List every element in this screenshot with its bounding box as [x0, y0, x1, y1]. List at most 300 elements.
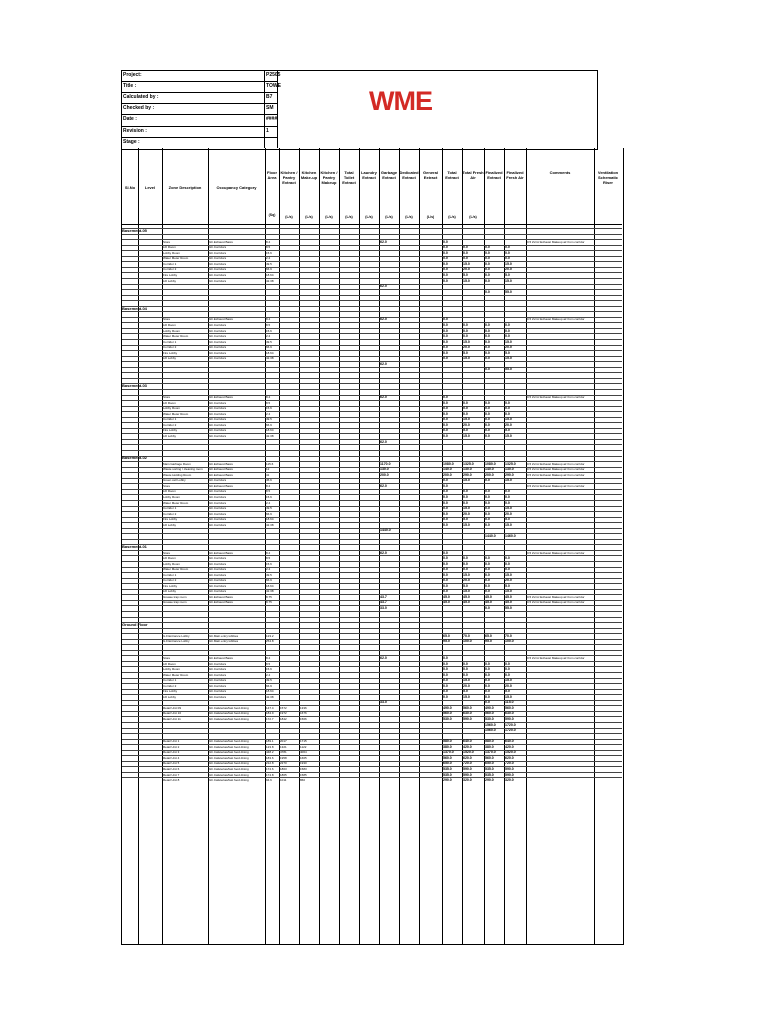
cell-total_fresh: 640.0 — [463, 739, 472, 744]
cell-zone: Fire Lobby — [163, 689, 178, 694]
cell-total_fresh: 100.0 — [463, 639, 472, 644]
cell-final_fresh: 15.0 — [505, 261, 512, 266]
cell-final_fresh: 0.0 — [505, 411, 510, 416]
cell-garbage: 62.0 — [380, 317, 387, 322]
cell-occupancy: Gh.Corridors — [209, 667, 227, 672]
cell-zone: Water Meter Room — [163, 672, 189, 677]
cell-final_fresh: 290.0 — [505, 472, 514, 477]
cell-floor_area: 66.9 — [266, 683, 272, 688]
cell-final_fresh: 590.0 — [505, 766, 514, 771]
cell-zone: Fire Lobby — [163, 428, 178, 433]
cell-total_fresh: 590.0 — [463, 717, 472, 721]
cell-total_fresh: 1520.0 — [463, 750, 474, 755]
cell-total_extract: 0.0 — [443, 478, 448, 483]
row-rule — [122, 311, 622, 312]
cell-zone: Water Meter Room — [163, 334, 189, 339]
cell-final_fresh: 15.0 — [505, 278, 512, 283]
cell-zone: Lift Lobby — [163, 278, 177, 283]
cell-total_fresh: 0.0 — [463, 245, 468, 250]
cell-kitchen_makeup: 1930 — [300, 761, 307, 766]
cell-comments: 0.5 l/s/m² Exhaust Makeup air from corridor — [527, 483, 585, 488]
cell-occupancy: Gh.Corridors — [209, 433, 227, 438]
cell-final_fresh: 20.0 — [505, 578, 512, 583]
cell-total_extract: 580.0 — [443, 739, 452, 744]
cell-final_extract: 0.0 — [485, 567, 490, 572]
cell-zone: Fire Lobby — [163, 350, 178, 355]
cell-occupancy: Gh.Corridors — [209, 267, 227, 272]
cell-floor_area: 18.64 — [266, 583, 274, 588]
row-rule — [122, 367, 622, 368]
cell-final_extract: 0.0 — [485, 273, 490, 277]
cell-final_extract: 0.0 — [485, 256, 490, 261]
row-rule — [122, 361, 622, 362]
cell-final_fresh: 0.0 — [505, 667, 510, 672]
cell-zone: Waste Holding Room — [163, 472, 192, 477]
cell-floor_area: 41 — [266, 472, 270, 477]
header-label: Title : — [123, 83, 137, 90]
cell-floor_area: 49.5 — [266, 678, 272, 683]
cell-total_fresh: 0.0 — [463, 322, 468, 327]
cell-occupancy: Gh.Corridors — [209, 567, 227, 572]
cell-occupancy: Gh.Exhaust Basis — [209, 655, 233, 660]
cell-total_fresh: 0.0 — [463, 556, 468, 561]
header-rule — [121, 126, 278, 127]
cell-zone: Lift Room — [163, 489, 176, 494]
cell-total_extract: 0.0 — [443, 250, 448, 255]
column-header: Occupancy Category — [216, 185, 257, 190]
cell-floor_area: 42.38 — [266, 694, 274, 699]
cell-garbage: 33.0 — [380, 606, 387, 610]
cell-total_extract: 140.0 — [443, 467, 452, 472]
cell-total_fresh: 20.0 — [463, 267, 470, 272]
cell-floor_area: 15.6 — [266, 495, 272, 499]
cell-final_extract: 0.0 — [485, 500, 490, 505]
row-rule — [122, 383, 622, 384]
cell-total_fresh: 5.0 — [463, 583, 468, 588]
cell-final_extract: 0.0 — [485, 400, 490, 405]
row-rule — [122, 234, 622, 235]
cell-zone: G.F.Entrance Lobby — [163, 639, 190, 644]
cell-final_extract: 0.0 — [485, 289, 490, 294]
cell-final_extract: 65.0 — [485, 633, 492, 638]
cell-floor_area: 212.8 — [266, 761, 274, 766]
cell-final_extract: 380.0 — [485, 744, 494, 749]
cell-garbage: 1440.0 — [380, 528, 391, 533]
section-title: Basement-01 — [122, 544, 147, 550]
cell-floor_area: 66.9 — [266, 422, 272, 427]
cell-floor_area: 15.6 — [266, 667, 272, 672]
cell-total_extract: 535.0 — [443, 772, 452, 777]
cell-total_extract: 0.0 — [443, 550, 448, 555]
cell-final_fresh: 0.0 — [505, 556, 510, 561]
cell-total_extract: 0.0 — [443, 672, 448, 677]
cell-final_fresh: 20.0 — [505, 511, 512, 516]
cell-occupancy: Gh.Corridors — [209, 328, 227, 333]
cell-floor_area: 2.4 — [266, 567, 271, 572]
cell-garbage: 62.0 — [380, 483, 387, 488]
cell-final_fresh: 1460.0 — [505, 533, 516, 538]
cell-final_fresh: 70.0 — [505, 633, 512, 638]
cell-final_extract: 140.0 — [485, 467, 494, 472]
cell-occupancy: Gh.Corridors — [209, 489, 227, 494]
cell-total_fresh: 5.0 — [463, 689, 468, 694]
cell-total_extract: 0.0 — [443, 561, 448, 566]
cell-total_extract: 0.0 — [443, 317, 448, 322]
cell-floor_area: 15.6 — [266, 406, 272, 411]
cell-occupancy: Gh.Exhaust Basis — [209, 239, 233, 244]
cell-final_fresh: 15.0 — [505, 356, 512, 361]
cell-zone: Lift Lobby — [163, 522, 177, 527]
cell-zone: Retail Unit 8 — [163, 778, 180, 783]
cell-floor_area: 49.5 — [266, 417, 272, 422]
cell-floor_area: 123.2 — [266, 633, 274, 638]
cell-final_fresh: 5.0 — [505, 689, 510, 694]
cell-final_fresh: 115.0 — [505, 700, 514, 705]
cell-final_extract: 0.0 — [485, 322, 490, 327]
cell-final_extract: 0.0 — [485, 433, 490, 438]
cell-final_extract: 0.0 — [485, 700, 490, 705]
row-rule — [122, 450, 622, 451]
cell-final_extract: 580.0 — [485, 739, 494, 744]
cell-final_extract: 0.0 — [485, 328, 490, 333]
cell-kitchen_makeup: 1336 — [300, 705, 307, 710]
section-title: Basement-02 — [122, 455, 147, 461]
cell-total_extract: 0.0 — [443, 267, 448, 272]
cell-final_extract: 530.0 — [485, 717, 494, 721]
cell-total_fresh: 0.0 — [463, 672, 468, 677]
row-rule — [122, 644, 622, 645]
cell-total_fresh: 20.0 — [463, 345, 470, 350]
cell-floor_area: 42.38 — [266, 278, 274, 283]
cell-zone: Lift Lobby — [163, 356, 177, 361]
row-rule — [122, 528, 622, 529]
cell-final_fresh: 5.0 — [505, 350, 510, 355]
cell-final_fresh: 0.0 — [505, 406, 510, 411]
cell-floor_area: 8.4 — [266, 239, 271, 244]
cell-final_fresh: 0.0 — [505, 672, 510, 677]
cell-total_extract: 0.0 — [443, 428, 448, 433]
cell-final_fresh: 0.0 — [505, 500, 510, 505]
cell-kitchen_pantry: 1011 — [280, 778, 287, 783]
header-label: Calculated by : — [123, 94, 159, 101]
cell-final_fresh: 0.0 — [505, 256, 510, 261]
cell-zone: Corridor 2 — [163, 267, 177, 272]
column-header: Ventilation Schematic Riser — [597, 170, 619, 185]
cell-total_extract: 0.0 — [443, 655, 448, 660]
cell-floor_area: 49.5 — [266, 261, 272, 266]
column-header: Level — [144, 185, 156, 190]
cell-total_extract: 560.0 — [443, 711, 452, 716]
flow-unit: (L/s) — [365, 215, 373, 219]
cell-total_extract: 0.0 — [443, 500, 448, 505]
cell-final_extract: 45.0 — [485, 600, 492, 605]
cell-total_extract: 0.0 — [443, 495, 448, 499]
flow-unit: (L/s) — [426, 215, 435, 219]
cell-occupancy: Gh.Corridors — [209, 256, 227, 261]
cell-final_fresh: 15.0 — [505, 417, 512, 422]
cell-final_extract: 560.0 — [485, 711, 494, 716]
cell-kitchen_pantry: 1972 — [280, 711, 287, 716]
cell-occupancy: Gh.Exhaust Basis — [209, 461, 233, 466]
cell-floor_area: 172.7 — [266, 717, 274, 721]
cell-final_fresh: 45.0 — [505, 594, 512, 599]
cell-total_fresh: 15.0 — [463, 678, 470, 683]
cell-total_fresh: 15.0 — [463, 278, 470, 283]
cell-kitchen_makeup: 1583 — [300, 766, 307, 771]
cell-occupancy: Gh.Cafeterias/fast food dining — [209, 755, 249, 760]
cell-floor_area: 8.5 — [266, 489, 271, 494]
cell-total_fresh: 0.0 — [463, 250, 468, 255]
cell-zone: Store — [163, 550, 171, 555]
cell-total_fresh: 590.0 — [463, 772, 472, 777]
cell-total_fresh: 0.0 — [463, 256, 468, 261]
cell-final_fresh: 0.0 — [505, 328, 510, 333]
cell-total_fresh: 15.0 — [463, 572, 470, 577]
cell-zone: Lobby Room — [163, 328, 181, 333]
cell-total_fresh: 5.0 — [463, 428, 468, 433]
cell-occupancy: Gh.Corridors — [209, 495, 227, 499]
cell-final_extract: 0.0 — [485, 428, 490, 433]
cell-zone: Store — [163, 317, 171, 322]
cell-floor_area: 15.6 — [266, 561, 272, 566]
cell-final_extract: 0.0 — [485, 356, 490, 361]
cell-floor_area: 94.6 — [266, 778, 272, 783]
cell-zone: Fire Lobby — [163, 273, 178, 277]
cell-occupancy: Gh.Corridors — [209, 500, 227, 505]
cell-final_extract: 0.0 — [485, 556, 490, 561]
cell-zone: Retail Unit 09 — [163, 705, 182, 710]
cell-total_extract: 1370.0 — [443, 750, 454, 755]
header-value: SM — [266, 105, 274, 112]
cell-occupancy: Gh.Corridors — [209, 478, 227, 483]
cell-occupancy: Gh.Corridors — [209, 678, 227, 683]
cell-kitchen_pantry: 4781 — [280, 750, 287, 755]
cell-total_fresh: 420.0 — [463, 744, 472, 749]
cell-occupancy: Gh.Corridors — [209, 556, 227, 561]
cell-final_extract: 0.0 — [485, 411, 490, 416]
flow-unit: (L/s) — [405, 215, 413, 219]
cell-final_fresh: 720.0 — [505, 761, 514, 766]
cell-zone: Grease trap room — [163, 600, 187, 605]
cell-total_extract: 0.0 — [443, 483, 448, 488]
cell-kitchen_makeup: 1122 — [300, 744, 307, 749]
cell-final_extract: 0.0 — [485, 606, 490, 610]
row-rule — [122, 300, 622, 301]
cell-final_extract: 560.0 — [485, 755, 494, 760]
cell-final_fresh: 15.0 — [505, 522, 512, 527]
cell-final_extract: 0.0 — [485, 572, 490, 577]
cell-occupancy: Gh.Cafeterias/fast food dining — [209, 750, 249, 755]
cell-zone: Retail Unit 4 — [163, 755, 180, 760]
cell-total_extract: 0.0 — [443, 406, 448, 411]
header-rule — [121, 103, 278, 104]
cell-zone: Retail Unit 7 — [163, 772, 180, 777]
cell-final_fresh: 1720.0 — [505, 728, 516, 733]
cell-final_fresh: 15.0 — [505, 506, 512, 511]
cell-final_fresh: 15.0 — [505, 678, 512, 683]
cell-occupancy: Gh.Cafeterias/fast food dining — [209, 772, 249, 777]
cell-occupancy: Gh.Corridors — [209, 511, 227, 516]
cell-final_fresh: 560.0 — [505, 705, 514, 710]
cell-floor_area: 254.8 — [266, 639, 274, 644]
cell-final_extract: 0.0 — [485, 511, 490, 516]
column-header: Dedicated Extract — [399, 170, 419, 180]
cell-zone: Retail Unit 10 — [163, 711, 182, 716]
cell-occupancy: Gh.Corridors — [209, 561, 227, 566]
cell-occupancy: Gh.Corridors — [209, 350, 227, 355]
cell-total_extract: 0.0 — [443, 583, 448, 588]
cell-floor_area: 8.75 — [266, 594, 272, 599]
cell-occupancy: Gh.Corridors — [209, 672, 227, 677]
cell-final_extract: 0.0 — [485, 350, 490, 355]
header-value: #### — [266, 116, 278, 123]
cell-final_extract: 0.0 — [485, 683, 490, 688]
cell-final_extract: 1560.0 — [485, 728, 496, 733]
column-header: Floor Area — [267, 170, 277, 180]
cell-total_fresh: 720.0 — [463, 761, 472, 766]
cell-final_extract: 200.0 — [485, 472, 494, 477]
cell-zone: Retail Unit 2 — [163, 744, 180, 749]
cell-comments: 0.5 l/s/m² Exhaust Makeup air from corridor — [527, 395, 585, 400]
cell-zone: Store — [163, 655, 171, 660]
cell-total_fresh: 0.0 — [463, 661, 468, 666]
cell-garbage: 62.0 — [380, 439, 387, 444]
cell-zone: Corridor 1 — [163, 339, 177, 344]
cell-occupancy: Gh.Corridors — [209, 583, 227, 588]
cell-floor_area: 15.6 — [266, 250, 272, 255]
row-rule — [122, 628, 622, 629]
row-rule — [122, 650, 622, 651]
cell-floor_area: 174.6 — [266, 766, 274, 771]
cell-total_fresh: 0.0 — [463, 334, 468, 339]
cell-final_fresh: 0.0 — [505, 661, 510, 666]
cell-total_fresh: 15.0 — [463, 356, 470, 361]
cell-total_extract: 0.0 — [443, 511, 448, 516]
cell-occupancy: Gh.Corridors — [209, 322, 227, 327]
header-label: Revision : — [123, 127, 147, 134]
cell-floor_area: 66.9 — [266, 578, 272, 583]
cell-total_fresh: 0.0 — [463, 489, 468, 494]
cell-final_extract: 1560.0 — [485, 722, 496, 727]
row-rule — [122, 733, 622, 734]
cell-total_fresh: 0.0 — [463, 495, 468, 499]
cell-total_extract: 0.0 — [443, 273, 448, 277]
cell-occupancy: Gh.Corridors — [209, 273, 227, 277]
section-title: Basement-03 — [122, 383, 147, 389]
cell-floor_area: 49.5 — [266, 506, 272, 511]
flow-unit: (L/s) — [448, 215, 456, 219]
cell-floor_area: 8.4 — [266, 395, 271, 400]
cell-garbage: 200.0 — [380, 472, 389, 477]
cell-final_fresh: 5.0 — [505, 517, 510, 522]
cell-occupancy: Gh.Corridors — [209, 661, 227, 666]
flow-unit: (L/s) — [325, 215, 333, 219]
cell-final_fresh: 20.0 — [505, 683, 512, 688]
cell-occupancy: Gh.Corridors — [209, 245, 227, 250]
cell-kitchen_pantry: 1321 — [280, 744, 287, 749]
cell-occupancy: Gh.Corridors — [209, 339, 227, 344]
cell-final_fresh: 0.0 — [505, 567, 510, 572]
cell-total_fresh: 0.0 — [463, 328, 468, 333]
cell-occupancy: Gh.Exhaust Basis — [209, 550, 233, 555]
section-title: Basement-04 — [122, 305, 147, 311]
cell-total_extract: 45.0 — [443, 594, 450, 599]
row-rule — [122, 295, 622, 296]
cell-floor_area: 2.4 — [266, 256, 271, 261]
cell-floor_area: 49.5 — [266, 572, 272, 577]
cell-occupancy: Gh.Corridors — [209, 689, 227, 694]
cell-comments: 0.5 l/s/m² Exhaust Makeup air from corridor — [527, 655, 585, 660]
cell-zone: Retail Unit 5 — [163, 761, 180, 766]
cell-final_extract: 95.0 — [485, 639, 492, 644]
cell-comments: 0.5 l/s/m² Exhaust Makeup air from corridor — [527, 317, 585, 322]
cell-final_fresh: 590.0 — [505, 772, 514, 777]
row-rule — [122, 700, 622, 701]
cell-kitchen_makeup: 1665 — [300, 755, 307, 760]
cell-final_fresh: 130.0 — [505, 467, 514, 472]
cell-final_extract: 0.0 — [485, 589, 490, 594]
cell-total_extract: 0.0 — [443, 322, 448, 327]
cell-total_extract: 0.0 — [443, 572, 448, 577]
cell-zone: Fire Lobby — [163, 583, 178, 588]
cell-final_extract: 290.0 — [485, 778, 494, 783]
column-header: Total Extract — [445, 170, 459, 180]
cell-total_fresh: 15.0 — [463, 522, 470, 527]
cell-total_extract: 0.0 — [443, 356, 448, 361]
cell-final_extract: 0.0 — [485, 522, 490, 527]
cell-floor_area: 183.6 — [266, 755, 274, 760]
cell-garbage: 43.7 — [380, 594, 387, 599]
cell-total_fresh: 70.0 — [463, 633, 470, 638]
cell-occupancy: Gh.Cafeterias/fast food dining — [209, 739, 249, 744]
cell-occupancy: Gh.Exhaust Basis — [209, 483, 233, 488]
cell-kitchen_makeup: 860 — [300, 778, 306, 783]
cell-total_extract: 0.0 — [443, 567, 448, 572]
cell-total_fresh: 15.0 — [463, 261, 470, 266]
cell-total_fresh: 45.0 — [463, 594, 470, 599]
cell-final_fresh: 20.0 — [505, 345, 512, 350]
cell-occupancy: Gh.Cafeterias/fast food dining — [209, 705, 249, 710]
cell-floor_area: 8.75 — [266, 600, 272, 605]
cell-kitchen_pantry: 2270 — [280, 761, 287, 766]
cell-kitchen_makeup: 4064 — [300, 750, 307, 755]
row-rule — [122, 539, 622, 540]
cell-floor_area: 8.4 — [266, 550, 271, 555]
cell-zone: Corridor 2 — [163, 683, 177, 688]
cell-occupancy: Gh.Corridors — [209, 694, 227, 699]
row-rule — [122, 605, 622, 606]
cell-zone: Lift Lobby — [163, 433, 177, 438]
cell-final_extract: 0.0 — [485, 261, 490, 266]
cell-zone: Water Meter Room — [163, 567, 189, 572]
header-rule — [121, 92, 278, 93]
cell-zone: Corridor 2 — [163, 345, 177, 350]
header-label: Project: — [123, 72, 142, 78]
cell-zone: Grease trap room — [163, 594, 187, 599]
cell-final_extract: 0.0 — [485, 417, 490, 422]
cell-total_extract: 0.0 — [443, 578, 448, 583]
cell-zone: Lobby Room — [163, 561, 181, 566]
header-label: Date : — [123, 116, 137, 123]
cell-floor_area: 66.9 — [266, 511, 272, 516]
cell-floor_area: 12 — [266, 467, 270, 472]
header-label: Stage : — [123, 138, 140, 145]
cell-floor_area: 8.5 — [266, 556, 271, 561]
cell-final_fresh: 15.0 — [505, 694, 512, 699]
cell-kitchen_makeup: 1715 — [300, 739, 307, 744]
cell-occupancy: Gh.Corridors — [209, 261, 227, 266]
cell-kitchen_makeup: 1585 — [300, 772, 307, 777]
